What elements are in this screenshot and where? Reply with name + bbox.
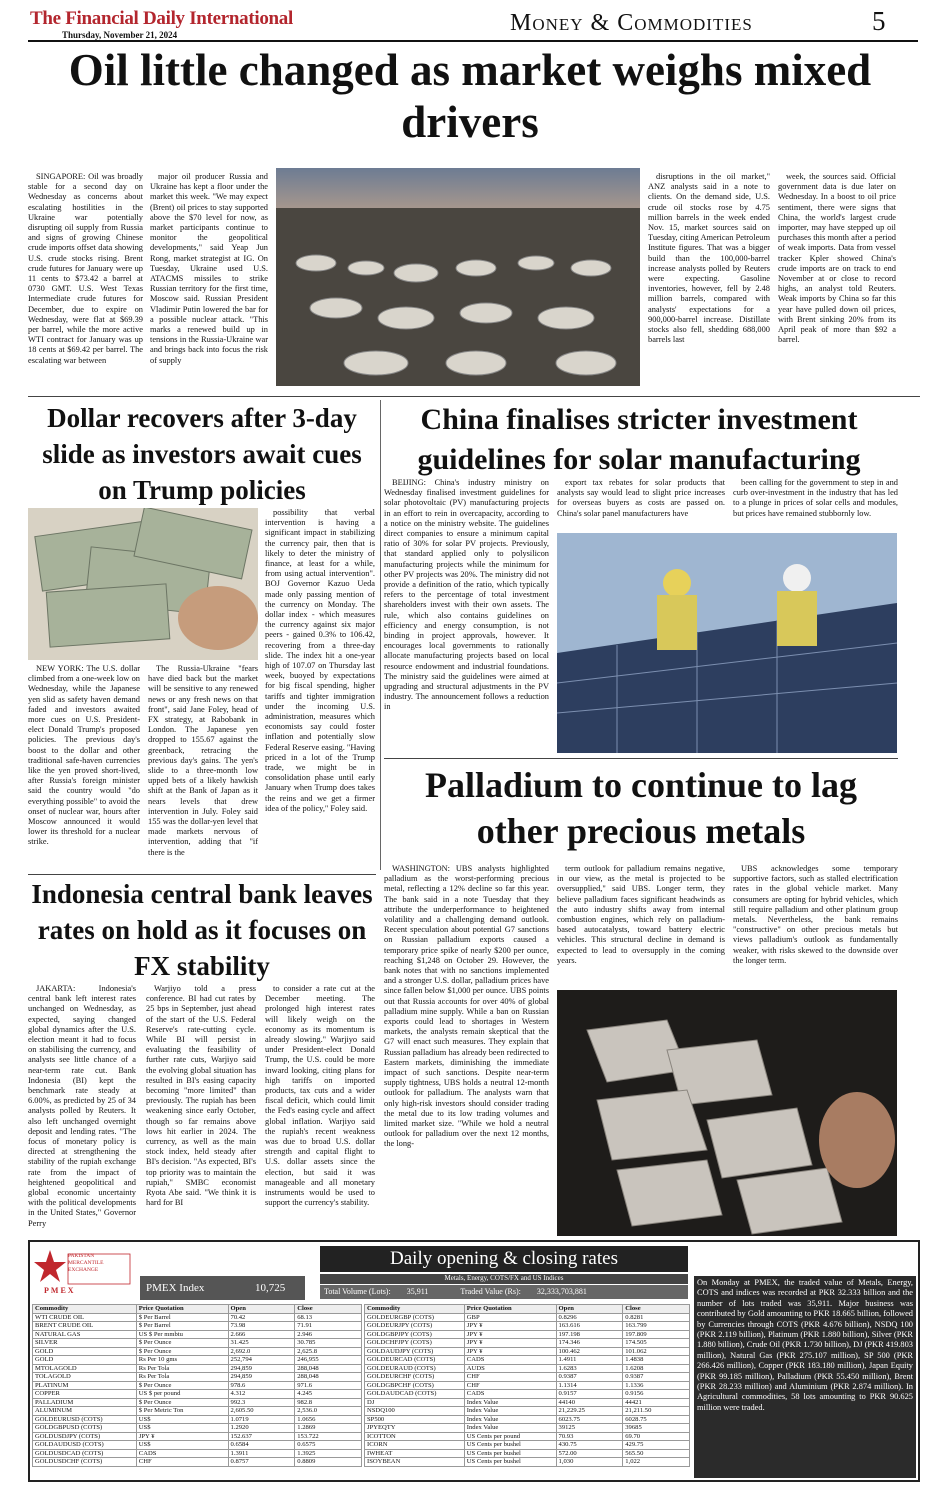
table-cell: $ Per Ounce [136,1339,228,1348]
table-cell: GOLDEURUSD (COTS) [33,1415,137,1424]
volume-value: 35,911 [406,1287,429,1296]
table-cell: 21,211.50 [623,1407,690,1416]
table-cell: US$ [136,1424,228,1433]
table-cell: GOLD [33,1356,137,1365]
table-cell: CHF [464,1373,556,1382]
table-cell: GOLDUSDCHF (COTS) [33,1458,137,1467]
table-cell: GOLDUSDJPY (COTS) [33,1432,137,1441]
table-cell: 4.312 [228,1390,295,1399]
pmex-logo-text: PAKISTAN MERCANTILE EXCHANGE [68,1253,104,1273]
table-cell: 1.2869 [295,1424,362,1433]
table-cell: GOLDAUDCAD (COTS) [365,1390,465,1399]
divider [380,400,381,870]
table-cell: Index Value [464,1415,556,1424]
table-cell: 2,605.50 [228,1407,295,1416]
table-cell: SP500 [365,1415,465,1424]
table-row [365,1424,690,1433]
table-cell: Index Value [464,1398,556,1407]
solar-col-3: been calling for the government to step in and curb over-investment in the industry that has led to a plunge in prices of solar cells and modules, but prices have remained stubbornly low. [733,478,898,518]
table-cell: 0.8757 [228,1458,295,1467]
table-cell: IWHEAT [365,1449,465,1458]
table-cell: GOLDEURCHF (COTS) [365,1373,465,1382]
table-cell: 0.6575 [295,1441,362,1450]
table-cell: ALUMINUM [33,1407,137,1416]
palladium-col-2: term outlook for palladium remains negative, in our view, as the metal is projected to be oversupplied," said UBS. Longer term, they believe palladium faces significant headwinds as the auto industry shifts away from internal combustion engines, which rely on palladium-based autocatalysts, toward battery electric vehicles. This structural decline in demand is expected to lead to oversupply in the coming years. [557,864,725,965]
oil-col-4: week, the sources said. Official government data is due later on Wednesday. In a boost to oil price sentiment, there were signs that China, the world's largest crude importer, may have stepped up oil purchases this month after a period of weak imports. Data from vessel tracker Kpler showed China's crude imports are on track to end November at or close to record highs, an analyst told Reuters. Weak imports by China so far this year have pulled down oil prices, with Brent sinking 20% from its April peak of more than $92 a barrel. [778,172,896,345]
page-number: 5 [872,6,886,36]
table-cell: JPYEQTY [365,1424,465,1433]
col-header: Commodity [33,1305,137,1314]
table-cell: 197.809 [623,1330,690,1339]
table-row [365,1458,690,1467]
table-row [33,1339,362,1348]
rates-subbanner: Metals, Energy, COTS/FX and US Indices [320,1274,688,1284]
pmex-logo-short: PMEX [44,1286,76,1295]
table-cell: JPY ¥ [136,1432,228,1441]
divider [384,758,898,759]
table-cell: 0.8281 [623,1313,690,1322]
table-cell: 197.198 [556,1330,623,1339]
table-cell: JPY ¥ [464,1322,556,1331]
oil-col-1: SINGAPORE: Oil was broadly stable for a second day on Wednesday as concerns about escalating hostilities in the Ukraine war potentially disrupting oil supply from Russia and signs of growing Chinese crude imports offset data showing U.S. crude stocks rising. Brent crude futures for January were up 11 cents to $73.42 a barrel at 0730 GMT. U.S. West Texas Intermediate crude futures for December, due to expire on Wednesday, were flat at $69.39 per barrel, while the more active WTI contract for January was up 18 cents at $69.42 per barrel. The escalating war between [28,172,143,365]
table-row [33,1390,362,1399]
table-row [33,1373,362,1382]
rates-table-right-wrap [364,1304,690,1467]
table-cell: 69.70 [623,1432,690,1441]
volume-label: Total Volume (Lots): [324,1287,391,1296]
table-cell: GOLDCHFJPY (COTS) [365,1339,465,1348]
table-row [33,1441,362,1450]
col-header: Price Quotation [136,1305,228,1314]
table-cell: CADS [464,1390,556,1399]
dollar-col-1: NEW YORK: The U.S. dollar climbed from a one-week low on Wednesday, while the Japanese yen slid as safety haven demand faded and investors awaited more cues on U.S. President-elect Donald Trump's proposed policies. The previous day's boost to the dollar and other traditional safe-haven currencies like the yen proved short-lived, after Russia's foreign minister said the country would "do everything possible" to avoid the onset of nuclear war, hours after Moscow announced it would lower its threshold for a nuclear strike. [28,664,140,847]
table-cell: JPY ¥ [464,1330,556,1339]
table-cell: 2,536.0 [295,1407,362,1416]
traded-value-label: Traded Value (Rs): [460,1287,521,1296]
table-row [33,1398,362,1407]
table-cell: SILVER [33,1339,137,1348]
palladium-bars-photo [557,990,897,1236]
table-row [33,1449,362,1458]
section-title: Money & Commodities [510,10,753,36]
table-cell: 68.13 [295,1313,362,1322]
palladium-headline: Palladium to continue to lag other precious metals [424,765,858,851]
divider [28,874,376,875]
table-row [365,1432,690,1441]
dollar-headline: Dollar recovers after 3-day slide as investors await cues on Trump policies [42,403,362,505]
table-cell: $ Per Ounce [136,1381,228,1390]
table-cell: ICOTTON [365,1432,465,1441]
table-cell: 1.6208 [623,1364,690,1373]
table-cell: JPY ¥ [464,1347,556,1356]
table-cell: 2.666 [228,1330,295,1339]
table-cell: 153.722 [295,1432,362,1441]
table-cell: GOLDAUDJPY (COTS) [365,1347,465,1356]
table-cell: PLATINUM [33,1381,137,1390]
table-cell: 1.2920 [228,1424,295,1433]
oil-headline: Oil little changed as market weighs mixed drivers [68,45,872,147]
table-row [33,1381,362,1390]
table-cell: GOLDEURGBP (COTS) [365,1313,465,1322]
table-cell: 0.9156 [623,1390,690,1399]
table-cell: $ Per Metric Ton [136,1407,228,1416]
table-cell: CADS [464,1356,556,1365]
table-cell: JPY ¥ [464,1339,556,1348]
table-cell: GOLDGBPCHF (COTS) [365,1381,465,1390]
table-cell: 0.9387 [556,1373,623,1382]
dollar-col-3: possibility that verbal intervention is having a significant impact in stabilizing the currency pair, then that is likely to deter the ministry of finance, at least for a while, from using actual intervention". BOJ Governor Kazuo Ueda made only passing mention of the currency on Monday. The dollar index - which measures the currency against six major peers - gained 0.3% to 106.42, recovering from a three-day slide. The index hit a one-year high of 107.07 on Thursday last week, buoyed by expectations for big fiscal spending, higher tariffs and tighter immigration under the incoming U.S. administration, measures which economists say could foster inflation and potentially slow Federal Reserve easing. "Having priced in a lot of the Trump trade, we might be in consolidation phase until early January when Trump does takes the reins and we get a firmer idea of the policy," Foley said. [265,508,375,813]
table-cell: $ Per Ounce [136,1347,228,1356]
solar-col-1: BEIJING: China's industry ministry on Wednesday finalised investment guidelines for solar photovoltaic (PV) manufacturing projects in an effort to rein in overcapacity, according to a notice on the ministry website. The guidelines direct companies to ensure a minimum capital ratio of 30% for solar PV projects. Previously, that standard applied only to polysilicon manufacturing projects while the minimum for other PV projects was 20%. The ministry did not provide a definition of the ratio, which typically refers to the percentage of total investment shareholders invest with their own assets. The rule, which also contains guidelines on efficiency and energy consumption, is not binding in project approvals, however. It encourages local governments to rationally allocate manufacturing projects based on local resource endowment and industrial foundations. The ministry said the guidelines were aimed at upgrading and structural adjustments in the PV industry. The announcement follows a reduction in [384,478,549,712]
indonesia-headline: Indonesia central bank leaves rates on hold as it focuses on FX stability [31,879,373,981]
table-row [365,1381,690,1390]
table-cell: 971.6 [295,1381,362,1390]
table-row [365,1364,690,1373]
table-cell: PALLADIUM [33,1398,137,1407]
table-cell: Index Value [464,1407,556,1416]
table-cell: 163.616 [556,1322,623,1331]
table-row [365,1330,690,1339]
traded-value-value: 32,333,703,881 [536,1287,587,1296]
table-cell: Index Value [464,1424,556,1433]
table-cell: 0.8809 [295,1458,362,1467]
table-cell: 73.98 [228,1322,295,1331]
table-cell: COPPER [33,1390,137,1399]
masthead-title: The Financial Daily International [30,8,293,29]
table-cell: 1.3925 [295,1449,362,1458]
rates-table-left-wrap [32,1304,362,1467]
table-cell: Rs Per Tola [136,1373,228,1382]
table-cell: GOLDEURJPY (COTS) [365,1322,465,1331]
table-cell: 978.6 [228,1381,295,1390]
table-row [365,1313,690,1322]
table-row [365,1356,690,1365]
table-cell: 44421 [623,1398,690,1407]
table-row [365,1415,690,1424]
table-cell: 39125 [556,1424,623,1433]
table-cell: 152.637 [228,1432,295,1441]
table-cell: US Cents per bushel [464,1449,556,1458]
table-row [33,1407,362,1416]
table-cell: 174.346 [556,1339,623,1348]
table-cell: 70.42 [228,1313,295,1322]
table-row [365,1339,690,1348]
table-cell: GOLDAUDUSD (COTS) [33,1441,137,1450]
table-row [365,1398,690,1407]
table-cell: 6028.75 [623,1415,690,1424]
table-cell: 101.062 [623,1347,690,1356]
pmex-summary: On Monday at PMEX, the traded value of Metals, Energy, COTS and indices was recorded at PKR 32.333 billion and the number of lots traded was 35,911. Major business was contributed by Gold amounting to PKR 18.665 billion, followed by Currencies through COTS (PKR 4.676 billion), NSDQ 100 (PKR 2.119 billion), Platinum (PKR 1.880 billion), Silver (PKR 1.880 billion), Crude Oil (PKR 1.730 billion), DJ (PKR 419.803 million), Natural Gas (PKR 275.107 million), SP 500 (PKR 266.426 million), Copper (PKR 183.180 million), Japan Equity (PKR 99.185 million), Palladium (PKR 55.450 million), Brent (PKR 28.233 million) and Aluminium (PKR 2.874 million). In Agricultural commodities, 58 lots amounting to PKR 90.625 million were traded. [694,1276,916,1478]
table-cell: GOLDGBPJPY (COTS) [365,1330,465,1339]
table-row [33,1313,362,1322]
col-header: Open [228,1305,295,1314]
table-cell: 430.75 [556,1441,623,1450]
pmex-index-value: 10,725 [255,1282,286,1294]
col-header: Commodity [365,1305,465,1314]
table-cell: 21,229.25 [556,1407,623,1416]
indonesia-col-2: Warjiyo told a press conference. BI had cut rates by 25 bps in September, just ahead of the start of the U.S. Federal Reserve's rate-cutting cycle. While BI will persist in evaluating the feasibility of further rate cuts, Warjiyo said the evolving global situation has resulted in BI's easing capacity becoming "more limited" than previously. The rupiah has been weakening since early October, though so far remains above lows hit earlier in 2024. The currency, as well as the main stock index, held steady after BI's decision. "As expected, BI's top priority was to maintain the rupiah," SMBC economist Ryota Abe said. "We think it is hard for BI [146,984,256,1208]
table-cell: GOLDEURAUD (COTS) [365,1364,465,1373]
table-cell: NSDQ100 [365,1407,465,1416]
table-cell: 1.3911 [228,1449,295,1458]
table-cell: 4.245 [295,1390,362,1399]
table-cell: 0.9387 [623,1373,690,1382]
col-header: Close [295,1305,362,1314]
table-row [365,1347,690,1356]
table-cell: 565.50 [623,1449,690,1458]
table-cell: 163.799 [623,1322,690,1331]
table-cell: 982.8 [295,1398,362,1407]
solar-panel-photo [557,533,897,753]
oil-col-3: disruptions in the oil market," ANZ analysts said in a note to clients. On the demand side, U.S. crude oil stocks rose by 4.75 million barrels in the week ended Nov. 15, market sources said on Tuesday, citing American Petroleum Institute figures. That was a bigger build than the 100,000-barrel increase analysts polled by Reuters were expecting. Gasoline inventories, however, fell by 2.48 million barrels, compared with analysts' expectations for a 900,000-barrel increase. Distillate stocks also fell, shedding 688,000 barrels last [648,172,770,345]
table-cell: 1.1336 [623,1381,690,1390]
table-cell: 288,048 [295,1373,362,1382]
rates-table-left [32,1304,362,1467]
table-cell: 1.6283 [556,1364,623,1373]
table-row [365,1441,690,1450]
table-cell: US Cents per bushel [464,1441,556,1450]
table-cell: US $ per pound [136,1390,228,1399]
table-row [33,1432,362,1441]
table-cell: 1.4838 [623,1356,690,1365]
table-row [33,1330,362,1339]
dollar-col-2: The Russia-Ukraine "fears have died back but the market will be sensitive to any renewed news or any fresh news on that front", said Jane Foley, head of FX strategy, at Rabobank in London. The Japanese yen dropped to 155.67 against the greenback, retracing the previous day's gains. The yen's slide to a three-month low upped bets of a likely hawkish shift at the Bank of Japan as it nears levels that drew intervention in July. Foley said 155 was the dollar-yen level that made markets nervous of intervention, adding that "if there is the [148,664,258,857]
table-cell: 2.946 [295,1330,362,1339]
table-cell: Rs Per Tola [136,1364,228,1373]
masthead-date: Thursday, November 21, 2024 [62,30,178,40]
table-cell: 39685 [623,1424,690,1433]
table-cell: US Cents per bushel [464,1458,556,1467]
divider [28,396,920,397]
table-cell: 174.505 [623,1339,690,1348]
table-cell: US$ [136,1441,228,1450]
table-cell: 0.6584 [228,1441,295,1450]
palladium-col-1: WASHINGTON: UBS analysts highlighted palladium as the worst-performing precious metal, reflecting a 12% decline so far this year. The bank said in a note Tuesday that they attribute the underperformance to heightened volatility and a challenging demand outlook. Recent speculation about potential G7 sanctions on Russian palladium exports caused a temporary price spike of nearly $200 per ounce, reaching $1,248 on October 29. However, the bank notes that with no sanctions implemented and a stronger U.S. dollar, palladium prices have since fallen below $1,000 per ounce. UBS points out that Russia accounts for over 40% of global palladium mine supply. While a ban on Russian exports could lead to shortages in Western markets, the analysts remain skeptical that the G7 will enact such measures. They explain that Russian palladium has already been redirected to Eastern markets, diminishing the immediate impact of such sanctions. Despite near-term supply tightness, UBS holds a neutral 12-month outlook for palladium. The analysts warn that only high-risk investors should consider trading the metal due to its low trading volumes and limited market size. "While we hold a neutral outlook for palladium over the next 12 months, the long- [384,864,549,1149]
table-cell: 1,022 [623,1458,690,1467]
table-cell: 31.425 [228,1339,295,1348]
volume-bar [320,1285,688,1299]
table-cell: 71.91 [295,1322,362,1331]
oil-refinery-photo [276,168,640,386]
table-cell: Rs Per 10 gms [136,1356,228,1365]
table-cell: US$ [136,1415,228,1424]
rates-banner: Daily opening & closing rates [320,1246,688,1272]
table-cell: 288,048 [295,1364,362,1373]
oil-col-2: major oil producer Russia and Ukraine has kept a floor under the market this week. "We may expect (Brent) oil prices to stay supported above the $70 level for now, as market participants continue to monitor the geopolitical developments," said Yeap Jun Rong, market strategist at IG. On Tuesday, Ukraine used U.S. ATACMS missiles to strike Russian territory for the first time, Moscow said. Russian President Vladimir Putin lowered the bar for a possible nuclear attack. "This marks a renewed build up in tensions in the Russia-Ukraine war and brings back into focus the risk of supply [150,172,268,365]
table-row [33,1322,362,1331]
table-cell: DJ [365,1398,465,1407]
table-cell: 294,859 [228,1364,295,1373]
table-cell: 1.0719 [228,1415,295,1424]
table-cell: 6023.75 [556,1415,623,1424]
solar-headline: China finalises stricter investment guidelines for solar manufacturing [417,403,861,476]
table-cell: 2,625.8 [295,1347,362,1356]
masthead-rule [28,40,918,42]
col-header: Close [623,1305,690,1314]
table-cell: US Cents per pound [464,1432,556,1441]
table-row [365,1322,690,1331]
table-cell: BRENT CRUDE OIL [33,1322,137,1331]
table-cell: 294,859 [228,1373,295,1382]
table-cell: 992.3 [228,1398,295,1407]
table-row [33,1424,362,1433]
table-cell: 70.93 [556,1432,623,1441]
table-cell: 572.00 [556,1449,623,1458]
table-cell: ISOYBEAN [365,1458,465,1467]
table-cell: ICORN [365,1441,465,1450]
table-cell: $ Per Ounce [136,1398,228,1407]
table-row [365,1407,690,1416]
table-row [365,1390,690,1399]
table-cell: 2,692.0 [228,1347,295,1356]
table-cell: 252,794 [228,1356,295,1365]
table-row [33,1458,362,1467]
table-cell: NATURAL GAS [33,1330,137,1339]
table-cell: 0.9157 [556,1390,623,1399]
table-cell: 429.75 [623,1441,690,1450]
table-cell: GOLD [33,1347,137,1356]
table-cell: GOLDEURCAD (COTS) [365,1356,465,1365]
table-cell: 1,030 [556,1458,623,1467]
col-header: Open [556,1305,623,1314]
table-cell: 44140 [556,1398,623,1407]
solar-col-2: export tax rebates for solar products that analysts say would lead to slight price increases for overseas buyers as costs are passed on. China's solar panel manufacturers have [557,478,725,518]
table-cell: 1.1314 [556,1381,623,1390]
table-cell: US $ Per mmbtu [136,1330,228,1339]
table-cell: 1.0656 [295,1415,362,1424]
palladium-col-3: UBS acknowledges some temporary supportive factors, such as stalled electrification rates in the global vehicle market. Many consumers are opting for hybrid vehicles, which still require palladium and other platinum group metals. Nevertheless, the bank remains "constructive" on other precious metals but views palladium's outlook as fundamentally weaker, with risks skewed to the downside over the longer term. [733,864,898,965]
table-cell: TOLAGOLD [33,1373,137,1382]
table-row [33,1364,362,1373]
table-row [33,1347,362,1356]
table-cell: GOLDGBPUSD (COTS) [33,1424,137,1433]
table-cell: 100.462 [556,1347,623,1356]
table-cell: GBP [464,1313,556,1322]
pmex-index-label: PMEX Index [140,1276,305,1300]
table-row [365,1373,690,1382]
table-cell: MTOLAGOLD [33,1364,137,1373]
table-row [33,1415,362,1424]
table-row [365,1449,690,1458]
table-cell: 246,955 [295,1356,362,1365]
table-cell: 0.8296 [556,1313,623,1322]
indonesia-col-1: JAKARTA: Indonesia's central bank left interest rates unchanged on Wednesday, as expected, saying changed global dynamics after the U.S. election meant it had to focus on stabilising the currency, and analysts see little chance of a near-term rate cut. Bank Indonesia (BI) kept the benchmark rate steady at 6.00%, as predicted by 25 of 34 analysts polled by Reuters. It also left unchanged overnight deposit and lending rates. "The focus of monetary policy is directed at strengthening the stability of the rupiah exchange rate from the impact of heightened geopolitical and global economic uncertainty with the political developments in the United States," Governor Perry [28,984,136,1228]
table-cell: AUDS [464,1364,556,1373]
table-cell: CHF [464,1381,556,1390]
rates-table-right [364,1304,690,1467]
dollar-photo [28,508,258,660]
table-cell: CHF [136,1458,228,1467]
table-cell: CADS [136,1449,228,1458]
table-cell: $ Per Barrel [136,1322,228,1331]
table-cell: $ Per Barrel [136,1313,228,1322]
table-row [33,1356,362,1365]
table-cell: 1.4911 [556,1356,623,1365]
indonesia-col-3: to consider a rate cut at the December meeting. The prolonged high interest rates will likely weigh on the economy as its momentum is already slowing." Warjiyo said under President-elect Donald Trump, the U.S. could be more inward looking, citing plans for high tariffs on imported products, tax cuts and a wider fiscal deficit, which could limit the Fed's easing cycle and affect global inflation. Warjiyo said the rupiah's recent weakness was due to broad U.S. dollar strength and capital flight to U.S. dollar assets since the election, but said it was manageable and all monetary instruments would be used to support the currency's stability. [265,984,375,1208]
col-header: Price Quotation [464,1305,556,1314]
table-cell: WTI CRUDE OIL [33,1313,137,1322]
table-cell: 30.785 [295,1339,362,1348]
table-cell: GOLDUSDCAD (COTS) [33,1449,137,1458]
